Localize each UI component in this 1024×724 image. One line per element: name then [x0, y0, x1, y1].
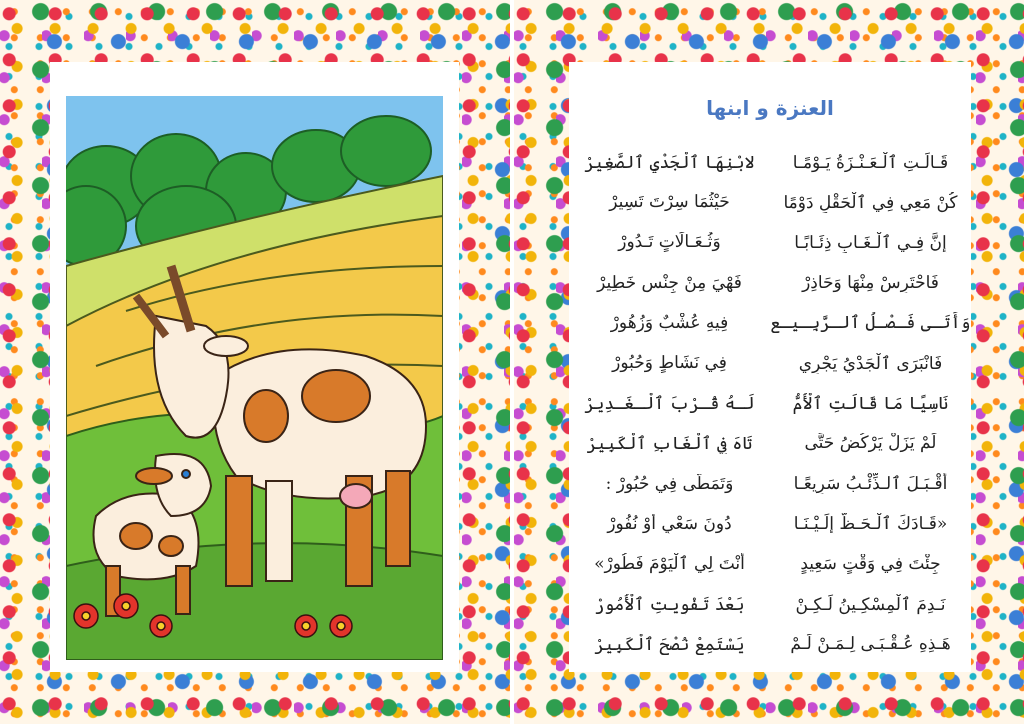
goat-and-kid-illustration: [66, 96, 443, 660]
poem-line: [569, 303, 971, 343]
verse-second-hemistich: فِيهِ عُشْبٌ وَزُهُورْ: [610, 312, 729, 333]
verse-first-hemistich: فَاحْتَرِسْ مِنْهَا وَحَاذِرْ: [802, 272, 939, 293]
poem-line: [569, 464, 971, 504]
poem-line: [569, 343, 971, 383]
verse-first-hemistich: نَاسِيًا مَا قَالَتِ ٱلْأُمُّ: [792, 393, 949, 414]
verse-second-hemistich: فِي نَشَاطٍ وَحُبُورْ: [612, 353, 727, 374]
poem-line: [569, 584, 971, 624]
verse-first-hemistich: لَمْ يَزَلْ يَرْكُضُ حَتَّى: [804, 433, 937, 454]
verse-first-hemistich: إِنَّ فِـي ٱلْـغَـابِ ذِئَـابًـا: [794, 232, 947, 253]
verse-first-hemistich: جِئْتَ فِي وَقْتٍ سَعِيدٍ: [800, 553, 941, 574]
verse-second-hemistich: وَثُـعَـالَاتٍ تَـدُورْ: [618, 232, 721, 253]
poem-line: [569, 222, 971, 262]
poem-line: [569, 624, 971, 664]
verse-first-hemistich: قَـالَـتِ ٱلْـعَـنْـزَةُ يَـوْمًـا: [792, 152, 949, 173]
poem-title: العنزة و ابنها: [706, 96, 834, 120]
verse-second-hemistich: وَتَمَطَّى فِي حُبُورْ :: [605, 473, 734, 494]
verse-second-hemistich: دُونَ سَعْيٍ أَوْ نُفُورْ: [607, 513, 732, 534]
verse-second-hemistich: أَنْتَ لِي ٱلْيَوْمَ فَطُورْ»: [594, 554, 745, 575]
poem-line: [569, 182, 971, 222]
poem-line: [569, 263, 971, 303]
poem-verses: [569, 142, 971, 664]
verse-first-hemistich: هَـذِهِ عُـقْـبَـى لِـمَـنْ لَـمْ: [790, 634, 951, 655]
verse-first-hemistich: فَانْبَرَى ٱلْجَدْيُ يَجْرِي: [798, 353, 943, 374]
verse-second-hemistich: فَهْيَ مِنْ جِنْسٍ خَطِيرْ: [597, 272, 742, 293]
verse-second-hemistich: تَاهَ فِي ٱلْغَابِ ٱلْكَبِيرْ: [586, 433, 753, 454]
verse-second-hemistich: يَسْتَمِعْ نُصْحَ ٱلْكَبِيرْ: [594, 634, 745, 655]
poem-line: [569, 383, 971, 423]
poem-page: [569, 62, 971, 672]
verse-first-hemistich: كُنْ مَعِي فِي ٱلْحَقْلِ دَوْمًا: [783, 192, 958, 213]
verse-first-hemistich: أَقْـبَـلَ ٱلـذِّئْـبُ سَرِيعًـا: [793, 474, 948, 495]
verse-first-hemistich: نَـدِمَ ٱلْمِسْكِـينُ لَـكِـنْ: [795, 594, 946, 615]
poem-line: [569, 504, 971, 544]
verse-second-hemistich: لابْنِهَا ٱلْجَدْيِ ٱلصَّغِيرْ: [584, 152, 755, 173]
verse-first-hemistich: وَأَتَـى فَـصْـلُ ٱلـرَّبِـيـعِ: [770, 313, 971, 334]
poem-line: [569, 423, 971, 463]
illustration-page: [50, 62, 459, 672]
page-divider: [510, 0, 514, 724]
verse-second-hemistich: بَعْدَ تَفْوِيتِ ٱلْأُمُورْ: [594, 594, 745, 615]
poem-line: [569, 544, 971, 584]
verse-second-hemistich: حَيْثُمَا سِرْتَ تَسِيرْ: [609, 192, 730, 213]
verse-second-hemistich: لَـهُ قُـرْبَ ٱلْـغَـدِيرْ: [584, 393, 755, 414]
verse-first-hemistich: «قَـادَكَ ٱلْـحَـظُّ إِلَـيْـنَـا: [793, 514, 948, 535]
poem-line: [569, 142, 971, 182]
